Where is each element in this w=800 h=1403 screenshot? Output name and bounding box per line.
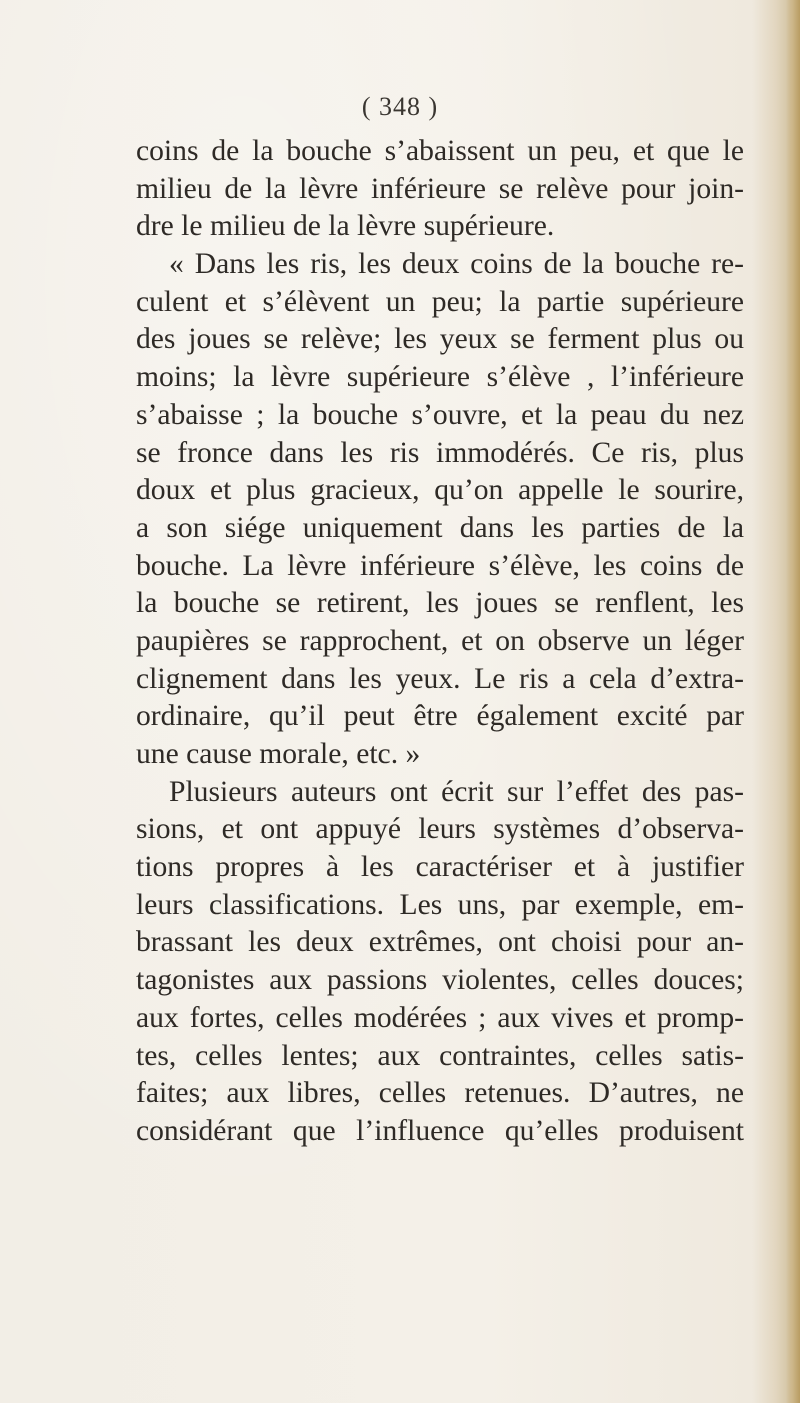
text-line: tes, celles lentes; aux contraintes, celles satis-: [136, 1039, 744, 1072]
text-line: une cause morale, etc. »: [136, 738, 421, 770]
text-line: dre le milieu de la lèvre supérieure.: [136, 210, 555, 243]
text-line: Plusieurs auteurs ont écrit sur l’effet des pas-: [169, 775, 744, 808]
text-line: doux et plus gracieux, qu’on appelle le sourire,: [136, 474, 744, 507]
text-line: moins; la lèvre supérieure s’élève , l’inférieure: [136, 361, 744, 394]
text-line: la bouche se retirent, les joues se renflent, les: [136, 587, 744, 620]
text-line: ordinaire, qu’il peut être également excité par: [136, 700, 744, 733]
text-line: faites; aux libres, celles retenues. D’autres, ne: [136, 1077, 744, 1110]
text-line: brassant les deux extrêmes, ont choisi pour an-: [136, 926, 744, 959]
text-line: leurs classifications. Les uns, par exemple, em-: [136, 888, 744, 921]
page-edge: [786, 0, 800, 1403]
text-line: considérant que l’influence qu’elles produisent: [136, 1114, 744, 1147]
text-line: des joues se relève; les yeux se ferment plus ou: [136, 323, 744, 356]
text-line: paupières se rapprochent, et on observe un léger: [136, 624, 744, 657]
text-line: milieu de la lèvre inférieure se relève pour join-: [136, 172, 744, 205]
text-line: clignement dans les yeux. Le ris a cela d’extra-: [136, 662, 744, 695]
text-line: se fronce dans les ris immodérés. Ce ris, plus: [136, 436, 744, 469]
text-line: a son siége uniquement dans les parties de la: [136, 511, 744, 544]
text-line: « Dans les ris, les deux coins de la bouche re-: [169, 248, 744, 281]
text-line: sions, et ont appuyé leurs systèmes d’observa-: [136, 813, 744, 846]
text-line: tions propres à les caractériser et à justifier: [136, 851, 744, 884]
text-line: aux fortes, celles modérées ; aux vives et promp-: [136, 1001, 744, 1034]
text-line: tagonistes aux passions violentes, celles douces;: [136, 964, 744, 997]
body-text: [136, 133, 744, 1151]
text-line: bouche. La lèvre inférieure s’élève, les coins de: [136, 549, 744, 582]
text-line: culent et s’élèvent un peu; la partie supérieure: [136, 285, 744, 318]
text-line: s’abaisse ; la bouche s’ouvre, et la peau du nez: [136, 398, 744, 431]
text-line: coins de la bouche s’abaissent un peu, et que le: [136, 135, 744, 167]
page-number-header: ( 348 ): [361, 92, 439, 121]
